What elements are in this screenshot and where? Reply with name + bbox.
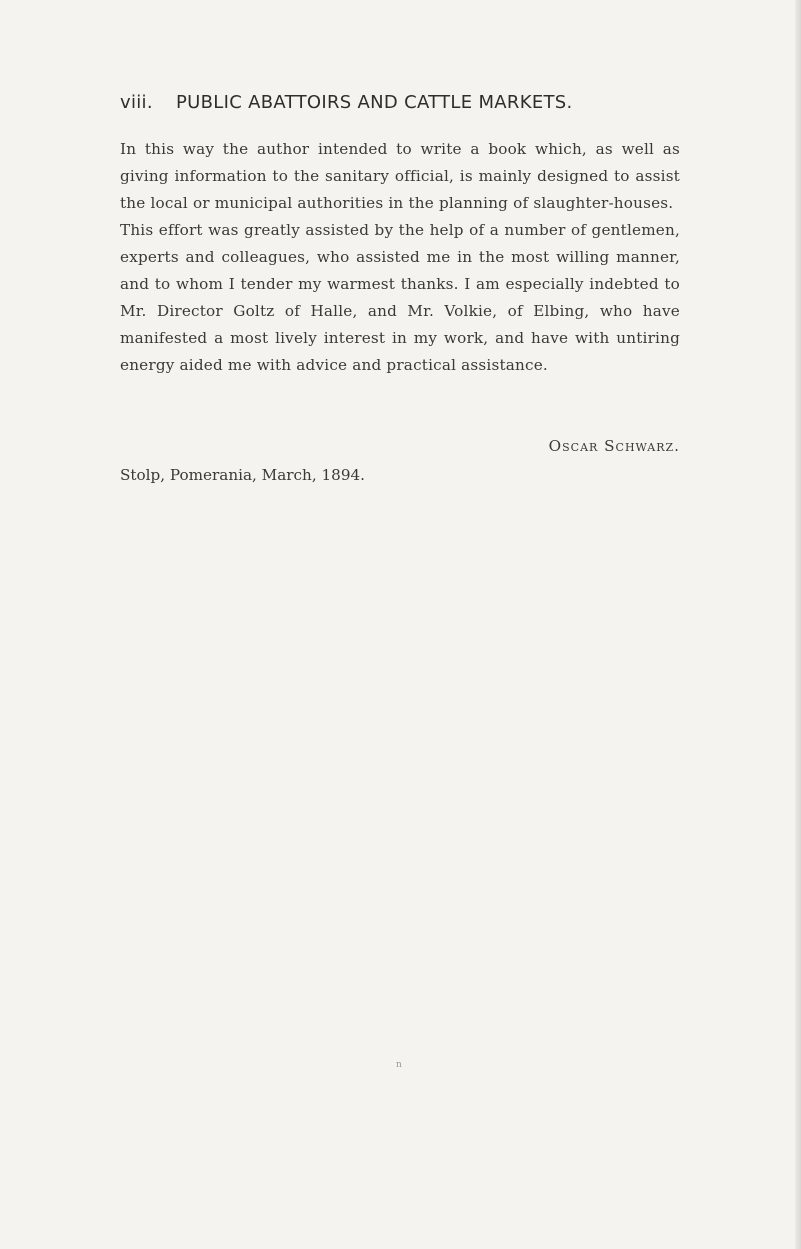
paragraph-2: This effort was greatly assisted by the help of a number of gentlemen, experts and colleagues, who assisted me in the most willing manner, and to whom I tender my warmest thanks. I am especially indebted to Mr. Director Goltz of Halle, and Mr. Volkie, of Elbing, who have manifested a most lively interest in my work, and have with untiring energy aided me with advice and practical assistance. — [120, 221, 680, 374]
page-edge — [795, 0, 801, 1249]
stray-mark: n — [396, 1060, 402, 1070]
running-head — [120, 92, 680, 113]
preface-body — [120, 136, 680, 379]
place-and-date: Stolp, Pomerania, March, 1894. — [120, 466, 365, 484]
page-number: viii. — [120, 92, 153, 113]
signature-block — [120, 433, 680, 489]
author-signature: Oscar Schwarz. — [548, 437, 680, 455]
paragraph-1: In this way the author intended to write a book which, as well as giving information to the sanitary official, is mainly designed to assist the local or municipal authorities in the planning of slaughter-houses. — [120, 140, 680, 212]
running-title: PUBLIC ABATTOIRS AND CATTLE MARKETS. — [176, 92, 573, 113]
